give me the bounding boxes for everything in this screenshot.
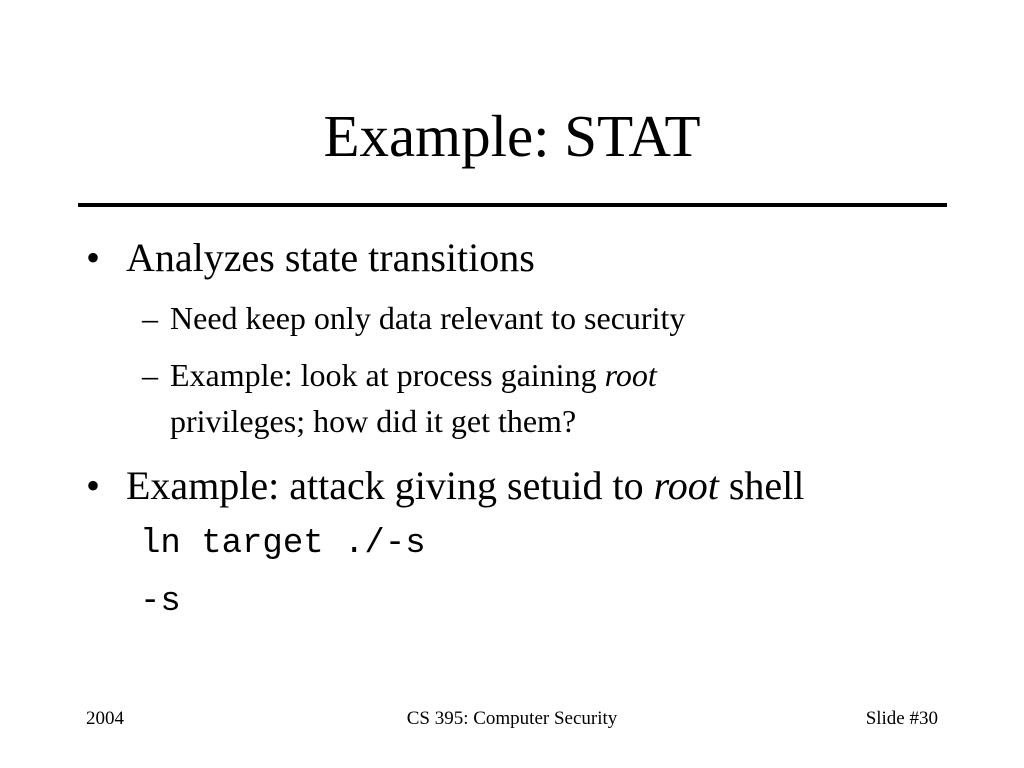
subitem-text xyxy=(170,357,657,393)
bullet-text-italic: root xyxy=(653,463,719,508)
footer-course: CS 395: Computer Security xyxy=(406,708,618,729)
bullet-marker: • xyxy=(86,463,101,508)
subitem-text-italic: root xyxy=(604,357,657,393)
code-line: -s xyxy=(140,583,181,621)
bullet-text-tail: shell xyxy=(718,463,805,508)
bullet-text xyxy=(126,464,804,508)
bullet-marker: • xyxy=(86,235,101,280)
subitem-text: Need keep only data relevant to security xyxy=(170,300,686,336)
subitem-text-continuation: privileges; how did it get them? xyxy=(170,403,577,439)
code-line: ln target ./-s xyxy=(140,525,426,563)
footer-slide-number: Slide #30 xyxy=(865,708,938,729)
subitem-marker: – xyxy=(142,357,158,393)
slide-title: Example: STAT xyxy=(323,103,701,169)
subitem-text-plain: Example: look at process gaining xyxy=(170,357,605,393)
subitem-marker: – xyxy=(142,300,158,336)
footer-year: 2004 xyxy=(86,708,124,729)
bullet-text-plain: Example: attack giving setuid to xyxy=(126,463,654,508)
title-divider xyxy=(78,203,947,207)
bullet-text: Analyzes state transitions xyxy=(126,235,535,280)
